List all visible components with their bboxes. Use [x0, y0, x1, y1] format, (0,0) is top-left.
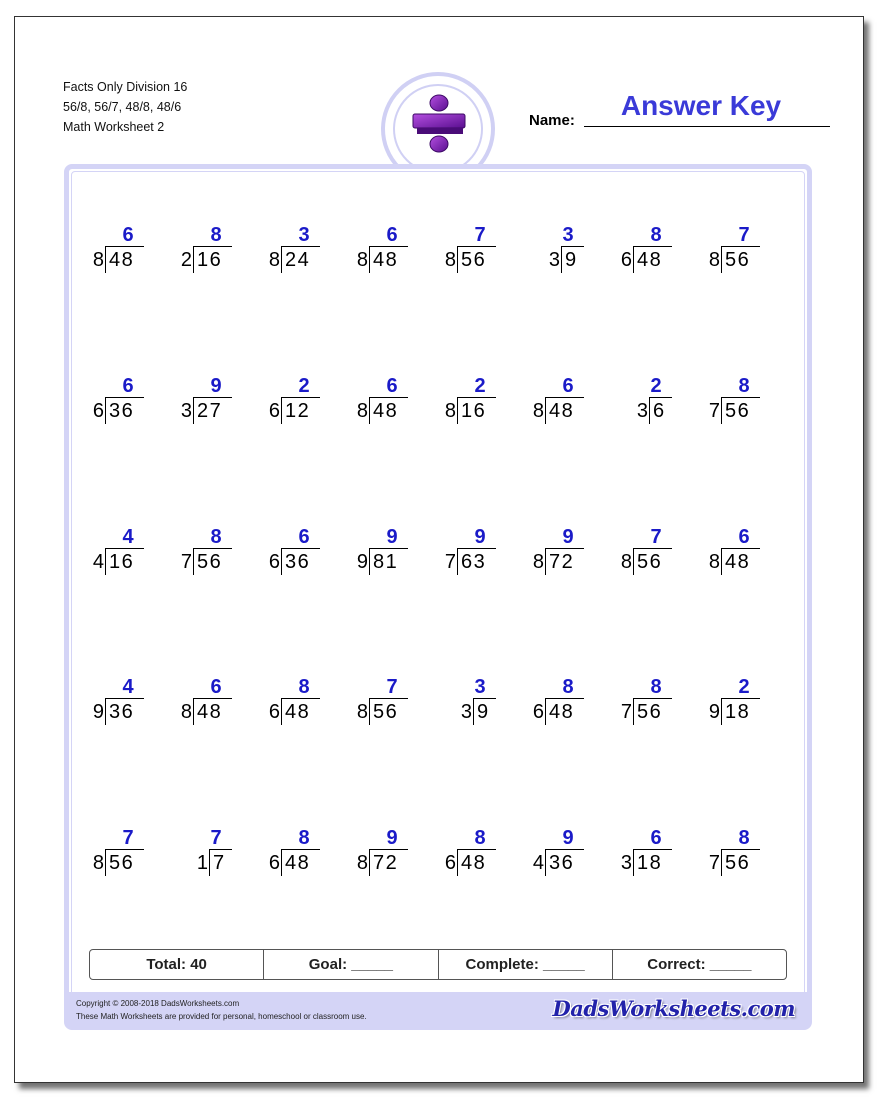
- division-problem: [528, 376, 598, 436]
- division-sign-icon: [395, 86, 481, 172]
- divisor: 7: [444, 551, 456, 573]
- goal-cell[interactable]: Goal: _____: [264, 950, 438, 979]
- division-problem: [440, 527, 510, 587]
- divisor: 8: [92, 852, 104, 874]
- worksheet-number: Math Worksheet 2: [63, 120, 165, 134]
- division-problem: [704, 677, 774, 737]
- brand-logo: DadsWorksheets.com: [552, 996, 795, 1021]
- usage-line: These Math Worksheets are provided for personal, homeschool or classroom use.: [76, 1012, 367, 1021]
- dividend: 48: [197, 701, 223, 723]
- worksheet-info: [63, 77, 187, 137]
- division-problem: [176, 677, 246, 737]
- dividend: 36: [109, 701, 135, 723]
- dividend: 72: [373, 852, 399, 874]
- divisor: 6: [532, 701, 544, 723]
- quotient-answer: 2: [474, 375, 486, 397]
- total-cell: Total: 40: [90, 950, 264, 979]
- divisor: 8: [356, 249, 368, 271]
- quotient-answer: 8: [298, 827, 310, 849]
- problems-frame: [64, 164, 812, 1030]
- division-problem: [616, 225, 686, 285]
- quotient-answer: 8: [650, 676, 662, 698]
- quotient-answer: 7: [474, 224, 486, 246]
- division-problem: [440, 828, 510, 888]
- divisor: 8: [532, 551, 544, 573]
- dividend: 48: [109, 249, 135, 271]
- complete-cell[interactable]: Complete: _____: [439, 950, 613, 979]
- division-problem: [616, 677, 686, 737]
- division-problem: [704, 527, 774, 587]
- divisor: 8: [180, 701, 192, 723]
- worksheet-title: Facts Only Division 16: [63, 80, 188, 94]
- divisor: 7: [620, 701, 632, 723]
- answer-key-label: Answer Key: [620, 90, 782, 121]
- quotient-answer: 6: [562, 375, 574, 397]
- division-problem: [264, 376, 334, 436]
- quotient-answer: 3: [474, 676, 486, 698]
- divisor: 4: [532, 852, 544, 874]
- divisor: 9: [356, 551, 368, 573]
- divisor: 8: [444, 249, 456, 271]
- quotient-answer: 7: [210, 827, 222, 849]
- division-problem: [264, 677, 334, 737]
- dividend: 72: [549, 551, 575, 573]
- dividend: 48: [285, 701, 311, 723]
- dividend: 12: [285, 400, 311, 422]
- dividend: 56: [197, 551, 223, 573]
- dividend: 56: [725, 249, 751, 271]
- divisor: 6: [268, 701, 280, 723]
- copyright-text: [76, 997, 367, 1023]
- division-problem: [352, 828, 422, 888]
- dividend: 48: [725, 551, 751, 573]
- dividend: 48: [637, 249, 663, 271]
- divisor: 4: [92, 551, 104, 573]
- division-problem: [88, 677, 158, 737]
- dividend: 81: [373, 551, 399, 573]
- quotient-answer: 8: [210, 526, 222, 548]
- division-problem: [704, 828, 774, 888]
- name-label: Name:: [529, 112, 575, 129]
- divisor: 7: [708, 400, 720, 422]
- quotient-answer: 8: [210, 224, 222, 246]
- quotient-answer: 8: [298, 676, 310, 698]
- divisor: 6: [268, 400, 280, 422]
- divisor: 2: [180, 249, 192, 271]
- divisor: 6: [92, 400, 104, 422]
- division-problem: [352, 225, 422, 285]
- dividend: 36: [549, 852, 575, 874]
- divisor: 3: [548, 249, 560, 271]
- division-problem: [176, 828, 246, 888]
- correct-cell[interactable]: Correct: _____: [647, 956, 752, 973]
- dividend: 9: [477, 701, 490, 723]
- logo-ring: [393, 84, 483, 174]
- dividend: 48: [549, 701, 575, 723]
- quotient-answer: 8: [738, 827, 750, 849]
- divisor: 8: [532, 400, 544, 422]
- worksheet-facts: 56/8, 56/7, 48/8, 48/6: [63, 100, 182, 114]
- dividend: 16: [109, 551, 135, 573]
- dividend: 18: [725, 701, 751, 723]
- quotient-answer: 8: [474, 827, 486, 849]
- quotient-answer: 4: [122, 526, 134, 548]
- quotient-answer: 9: [562, 827, 574, 849]
- division-problem: [88, 527, 158, 587]
- quotient-answer: 6: [122, 224, 134, 246]
- quotient-answer: 7: [386, 676, 398, 698]
- dividend: 56: [461, 249, 487, 271]
- quotient-answer: 2: [298, 375, 310, 397]
- divisor: 7: [180, 551, 192, 573]
- divisor: 8: [92, 249, 104, 271]
- division-problem: [616, 527, 686, 587]
- quotient-answer: 3: [562, 224, 574, 246]
- dividend: 16: [461, 400, 487, 422]
- dividend: 18: [637, 852, 663, 874]
- quotient-answer: 6: [122, 375, 134, 397]
- division-problem: [704, 225, 774, 285]
- dividend: 56: [109, 852, 135, 874]
- dividend: 56: [637, 701, 663, 723]
- dividend: 27: [197, 400, 223, 422]
- dividend: 48: [373, 249, 399, 271]
- division-problem: [264, 828, 334, 888]
- divisor: 6: [620, 249, 632, 271]
- quotient-answer: 2: [650, 375, 662, 397]
- quotient-answer: 9: [474, 526, 486, 548]
- dividend: 36: [109, 400, 135, 422]
- dividend: 6: [653, 400, 666, 422]
- division-problem: [528, 677, 598, 737]
- quotient-answer: 7: [738, 224, 750, 246]
- dividend: 56: [725, 400, 751, 422]
- division-problem: [704, 376, 774, 436]
- dividend: 48: [549, 400, 575, 422]
- divisor: 8: [620, 551, 632, 573]
- division-problem: [176, 527, 246, 587]
- copyright-line: Copyright © 2008-2018 DadsWorksheets.com: [76, 999, 240, 1008]
- quotient-answer: 3: [298, 224, 310, 246]
- dividend: 48: [285, 852, 311, 874]
- divisor: 9: [708, 701, 720, 723]
- divisor: 3: [636, 400, 648, 422]
- quotient-answer: 6: [386, 224, 398, 246]
- division-problem: [352, 376, 422, 436]
- name-field[interactable]: [584, 126, 830, 127]
- quotient-answer: 8: [738, 375, 750, 397]
- division-problem: [528, 527, 598, 587]
- divisor: 7: [708, 852, 720, 874]
- divisor: 3: [460, 701, 472, 723]
- division-problem: [352, 677, 422, 737]
- dividend: 63: [461, 551, 487, 573]
- division-problem: [528, 828, 598, 888]
- division-problem: [528, 225, 598, 285]
- division-problem: [440, 225, 510, 285]
- division-problem: [616, 376, 686, 436]
- divisor: 8: [268, 249, 280, 271]
- divisor: 8: [356, 852, 368, 874]
- division-problem: [352, 527, 422, 587]
- quotient-answer: 8: [562, 676, 574, 698]
- quotient-answer: 9: [210, 375, 222, 397]
- quotient-answer: 6: [650, 827, 662, 849]
- quotient-answer: 9: [562, 526, 574, 548]
- division-problem: [264, 527, 334, 587]
- divisor: 8: [356, 400, 368, 422]
- divisor: 8: [708, 551, 720, 573]
- divisor: 6: [444, 852, 456, 874]
- divisor: 8: [444, 400, 456, 422]
- divisor: 6: [268, 852, 280, 874]
- divisor: 3: [180, 400, 192, 422]
- quotient-answer: 4: [122, 676, 134, 698]
- quotient-answer: 9: [386, 827, 398, 849]
- dividend: 48: [461, 852, 487, 874]
- score-table: [89, 949, 787, 980]
- quotient-answer: 9: [386, 526, 398, 548]
- quotient-answer: 6: [210, 676, 222, 698]
- dividend: 24: [285, 249, 311, 271]
- quotient-answer: 7: [122, 827, 134, 849]
- division-problem: [264, 225, 334, 285]
- dividend: 56: [373, 701, 399, 723]
- dividend: 16: [197, 249, 223, 271]
- dividend: 56: [725, 852, 751, 874]
- copyright-band: [67, 992, 809, 1028]
- quotient-answer: 8: [650, 224, 662, 246]
- division-problem: [440, 677, 510, 737]
- division-problem: [176, 225, 246, 285]
- divisor: 8: [356, 701, 368, 723]
- division-problem: [176, 376, 246, 436]
- division-problem: [88, 376, 158, 436]
- division-problem: [88, 828, 158, 888]
- quotient-answer: 6: [386, 375, 398, 397]
- quotient-answer: 6: [738, 526, 750, 548]
- divisor: 3: [620, 852, 632, 874]
- divisor: 1: [196, 852, 208, 874]
- dividend: 7: [213, 852, 226, 874]
- division-problem: [440, 376, 510, 436]
- divisor: 9: [92, 701, 104, 723]
- dividend: 56: [637, 551, 663, 573]
- quotient-answer: 2: [738, 676, 750, 698]
- division-problem: [616, 828, 686, 888]
- quotient-answer: 7: [650, 526, 662, 548]
- quotient-answer: 6: [298, 526, 310, 548]
- divisor: 6: [268, 551, 280, 573]
- dividend: 9: [565, 249, 578, 271]
- dividend: 36: [285, 551, 311, 573]
- dividend: 48: [373, 400, 399, 422]
- divisor: 8: [708, 249, 720, 271]
- division-problem: [88, 225, 158, 285]
